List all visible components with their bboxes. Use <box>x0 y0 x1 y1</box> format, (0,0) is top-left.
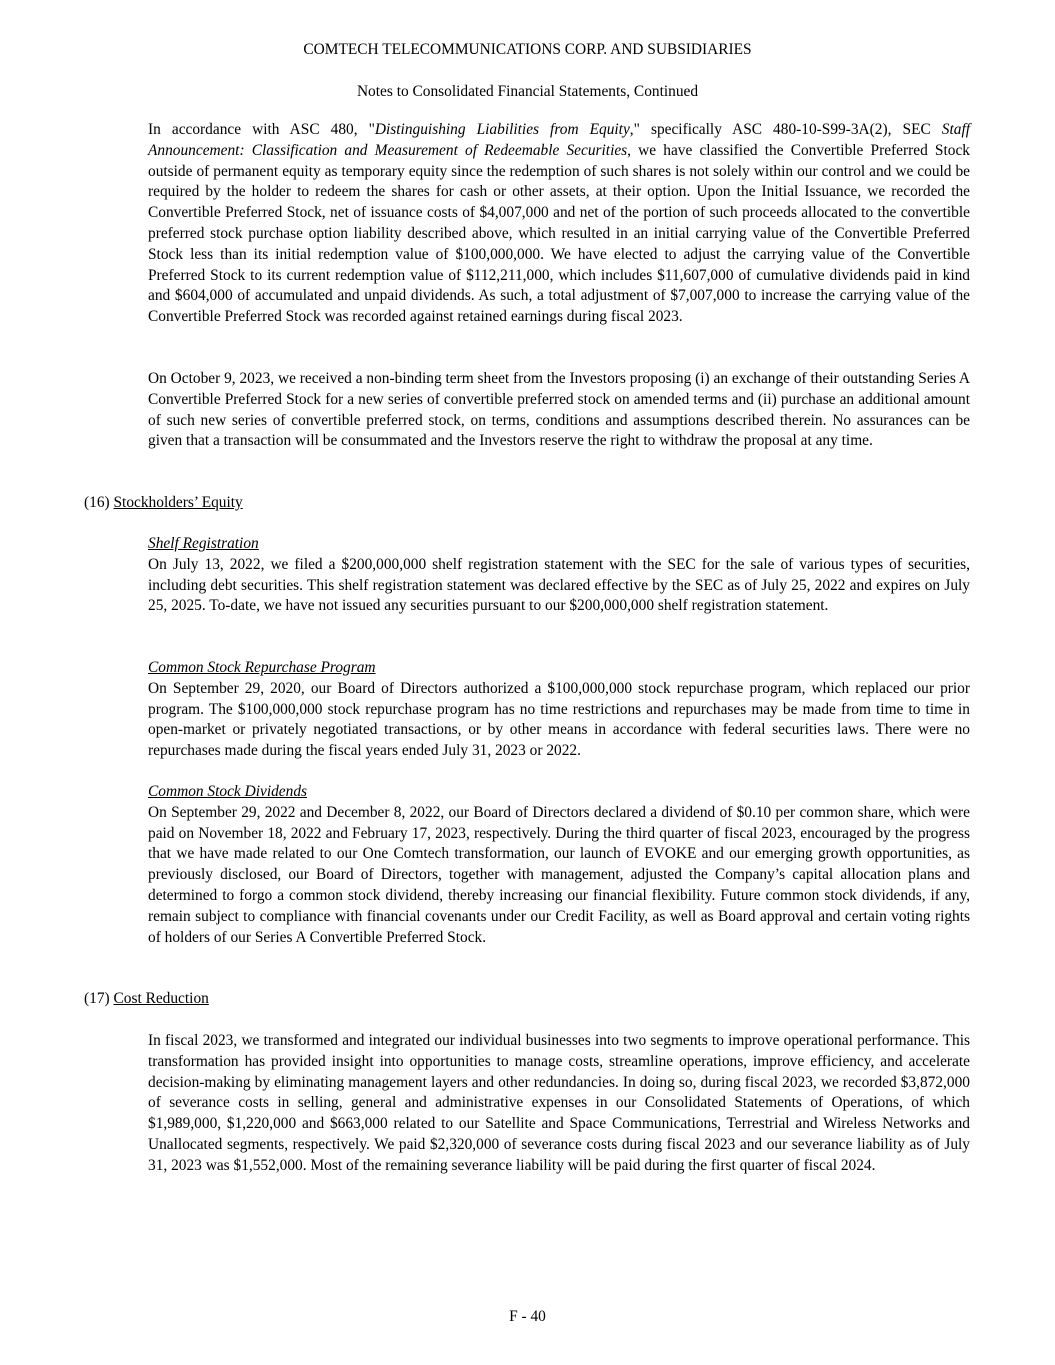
dividends-text: On September 29, 2022 and December 8, 2022, our Board of Directors declared a dividend of $0.10 per common share, which were paid on November 18, 2022 and February 17, 2023, respectively. During the third quarter of fiscal 2023, encouraged by the progress that we have made related to our One Comtech transformation, our launch of EVOKE and our emerging growth opportunities, as previously disclosed, our Board of Directors, together with management, adjusted the Company’s capital allocation plans and determined to forgo a common stock dividend, thereby increasing our financial flexibility. Future common stock dividends, if any, remain subject to compliance with financial covenants under our Credit Facility, as well as Board approval and certain voting rights of holders of our Series A Convertible Preferred Stock. <box>148 803 970 946</box>
repurchase-program-block <box>148 658 970 762</box>
section-16-title: Stockholders’ Equity <box>113 494 243 511</box>
section-17-number: (17) <box>84 990 114 1007</box>
repurchase-program-heading: Common Stock Repurchase Program <box>148 659 376 676</box>
section-17-title: Cost Reduction <box>113 990 209 1007</box>
shelf-registration-text: On July 13, 2022, we filed a $200,000,000 shelf registration statement with the SEC for the sale of various types of securities, including debt securities. This shelf registration statement was declared effective by the SEC as of July 25, 2022 and expires on July 25, 2025. To-date, we have not issued any securities pursuant to our $200,000,000 shelf registration statement. <box>148 555 970 615</box>
shelf-registration-block <box>148 534 970 617</box>
p1-text-e: , we have classified the Convertible Preferred Stock outside of permanent equity as temporary equity since the redemption of such shares is not solely within our control and we could be required by the holder to redeem the shares for cash or other assets, at their option. Upon the Initial Issuance, we recorded the Convertible Preferred Stock, net of issuance costs of $4,007,000 and net of the portion of such proceeds allocated to the convertible preferred stock purchase option liability described above, which resulted in an initial carrying value of the Convertible Preferred Stock less than its initial redemption value of $100,000,000. We have elected to adjust the carrying value of the Convertible Preferred Stock to its current redemption value of $112,211,000, which includes $11,607,000 of cumulative dividends paid in kind and $604,000 of accumulated and unpaid dividends. As such, a total adjustment of $7,007,000 to increase the carrying value of the Convertible Preferred Stock was recorded against retained earnings during fiscal 2023. <box>148 141 970 326</box>
shelf-registration-heading: Shelf Registration <box>148 535 259 552</box>
cost-reduction-text: In fiscal 2023, we transformed and integrated our individual businesses into two segments to improve operational performance. This transformation has provided insight into opportunities to manage costs, streamline operations, improve efficiency, and accelerate decision-making by eliminating management layers and other redundancies. In doing so, during fiscal 2023, we recorded $3,872,000 of severance costs in selling, general and administrative expenses in our Consolidated Statements of Operations, of which $1,989,000, $1,220,000 and $663,000 related to our Satellite and Space Communications, Terrestrial and Wireless Networks and Unallocated segments, respectively. We paid $2,320,000 of severance costs during fiscal 2023 and our severance liability as of July 31, 2023 was $1,552,000. Most of the remaining severance liability will be paid during the first quarter of fiscal 2024. <box>148 1032 970 1174</box>
cost-reduction-block <box>148 1031 970 1177</box>
p1-text-a: In accordance with ASC 480, " <box>148 121 375 138</box>
temporary-equity-paragraph <box>148 120 970 328</box>
company-header: COMTECH TELECOMMUNICATIONS CORP. AND SUBSIDIARIES <box>303 41 752 58</box>
section-16-number: (16) <box>84 494 114 511</box>
term-sheet-paragraph <box>148 369 970 452</box>
dividends-heading: Common Stock Dividends <box>148 783 308 800</box>
p1-italic-title: Distinguishing Liabilities from Equity <box>374 121 630 138</box>
p1-text-c: ," specifically ASC 480-10-S99-3A(2), SEC <box>629 121 942 138</box>
repurchase-program-text: On September 29, 2020, our Board of Directors authorized a $100,000,000 stock repurchase program, which replaced our prior program. The $100,000,000 stock repurchase program has no time restrictions and repurchases may be made from time to time in open-market or privately negotiated transactions, or by other means in accordance with federal securities laws. There were no repurchases made during the fiscal years ended July 31, 2023 or 2022. <box>148 679 970 760</box>
p1-italic-sec-title: Staff Announcement: Classification and Measurement of Redeemable Securities <box>148 121 970 159</box>
dividends-block <box>148 782 970 948</box>
page-subtitle: Notes to Consolidated Financial Statements, Continued <box>356 83 699 100</box>
page-number: F - 40 <box>509 1308 546 1325</box>
section-16-heading <box>84 493 243 514</box>
p2-text: On October 9, 2023, we received a non-binding term sheet from the Investors proposing (i) an exchange of their outstanding Series A Convertible Preferred Stock for a new series of convertible preferred stock on amended terms and (ii) purchase an additional amount of such new series of convertible preferred stock, on terms, conditions and assumptions described therein. No assurances can be given that a transaction will be consummated and the Investors reserve the right to withdraw the proposal at any time. <box>148 370 970 450</box>
section-17-heading <box>84 989 209 1010</box>
